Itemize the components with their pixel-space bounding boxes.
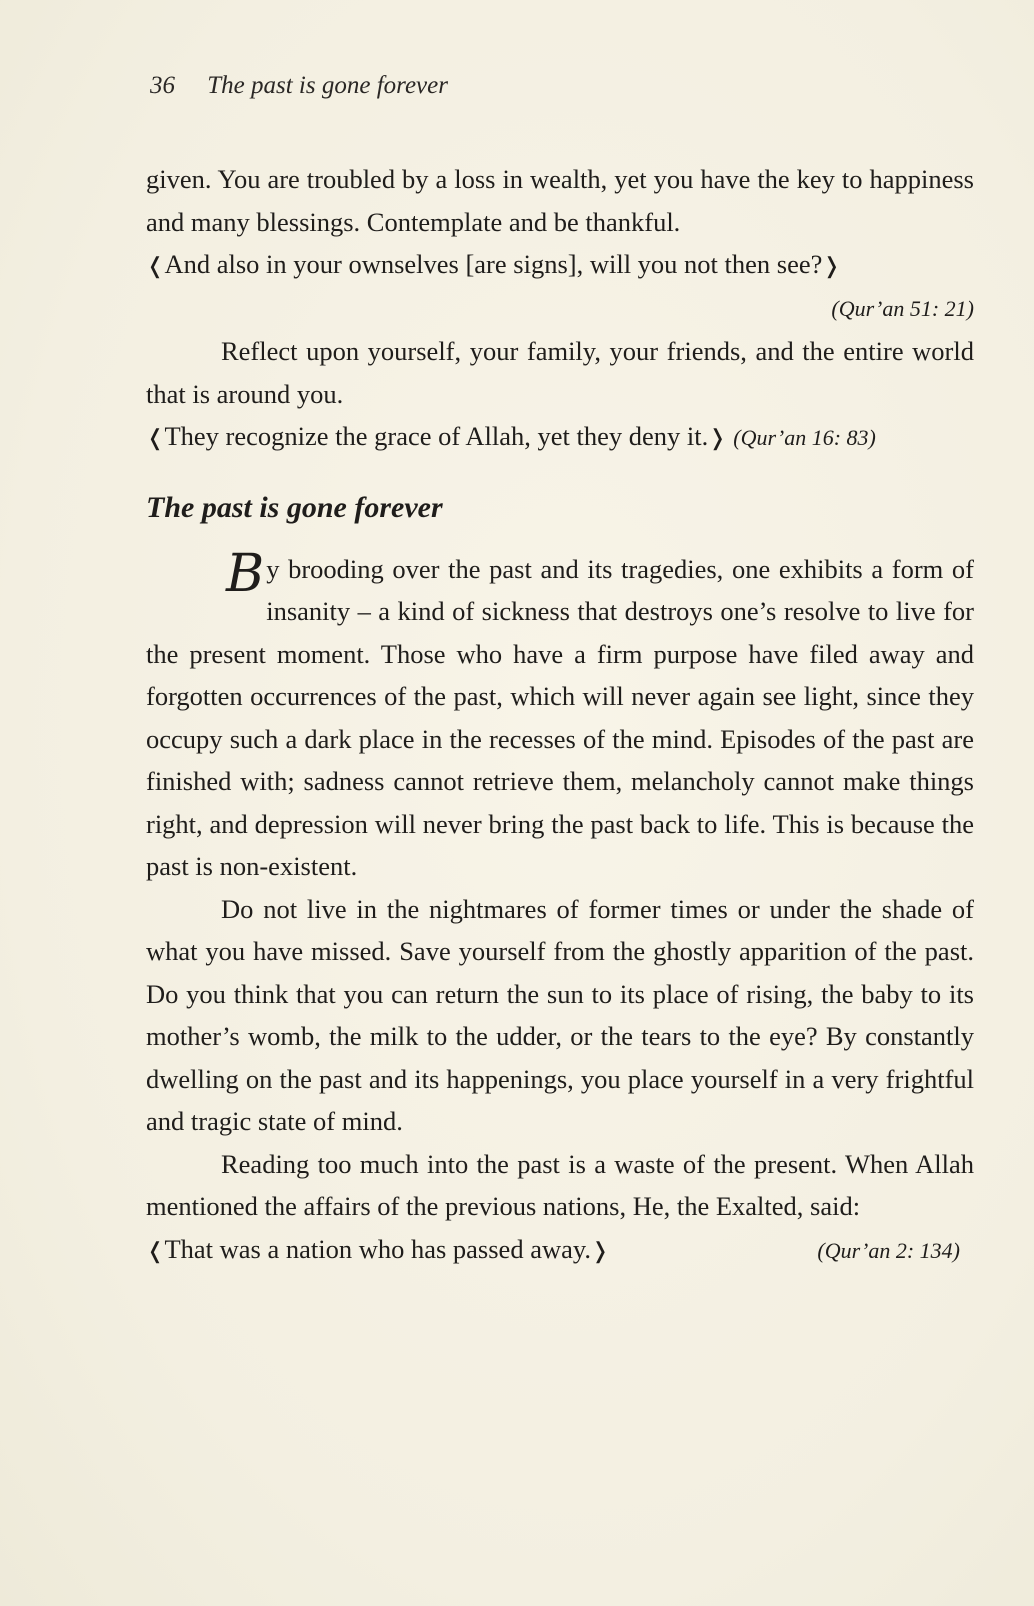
drop-cap: B	[226, 543, 265, 604]
verse-open-bracket: ❬	[146, 1237, 165, 1263]
running-header	[150, 72, 448, 100]
verse-close-bracket: ❭	[708, 425, 727, 450]
paragraph-text: y brooding over the past and its tragedies, one exhibits a form of insanity – a kind of sickness that destroys one’s resolve to live for the present moment. Those who have a firm purpose have filed away and forgotten occurrences of the past, which will never again see light, since they occupy such a dark place in the recesses of the mind. Episodes of the past are finished with; sadness cannot retrieve them, melancholy cannot make things right, and depression will never bring the past back to life. This is because the past is non-existent.	[146, 553, 974, 881]
verse-open-bracket: ❬	[146, 253, 165, 278]
verse-citation: (Qur’an 51: 21)	[831, 295, 974, 321]
section-heading: The past is gone forever	[146, 490, 443, 524]
paragraph: Reading too much into the past is a waste of the present. When Allah mentioned the affairs of the previous nations, He, the Exalted, said:	[146, 1148, 974, 1221]
quran-verse	[146, 415, 974, 460]
running-title: The past is gone forever	[207, 72, 448, 99]
paragraph-with-dropcap	[146, 543, 974, 888]
verse-text: And also in your ownselves [are signs], will you not then see?	[164, 249, 823, 279]
verse-text: They recognize the grace of Allah, yet they deny it.	[164, 421, 709, 451]
verse-citation: (Qur’an 16: 83)	[733, 425, 876, 450]
verse-close-bracket: ❭	[822, 253, 841, 278]
body-text	[146, 158, 974, 1272]
paragraph: given. You are troubled by a loss in wealth, yet you have the key to happiness and many blessings. Contemplate and be thankful.	[146, 164, 974, 237]
page-number: 36	[150, 72, 175, 99]
verse-close-bracket: ❭	[591, 1237, 610, 1263]
paragraph: Reflect upon yourself, your family, your friends, and the entire world that is around you.	[146, 336, 974, 409]
quran-verse	[146, 1228, 974, 1273]
quran-verse	[146, 243, 974, 288]
verse-citation: (Qur’an 2: 134)	[817, 1237, 960, 1263]
verse-text: That was a nation who has passed away.	[164, 1233, 592, 1264]
paragraph: Do not live in the nightmares of former times or under the shade of what you have missed. Save yourself from the ghostly apparition of the past. Do you think that you can return the sun to its place of rising, the baby to its mother’s womb, the milk to the udder, or the tears to the eye? By constantly dwelling on the past and its happenings, you place yourself in a very frightful and tragic state of mind.	[146, 893, 974, 1136]
verse-open-bracket: ❬	[146, 425, 165, 450]
